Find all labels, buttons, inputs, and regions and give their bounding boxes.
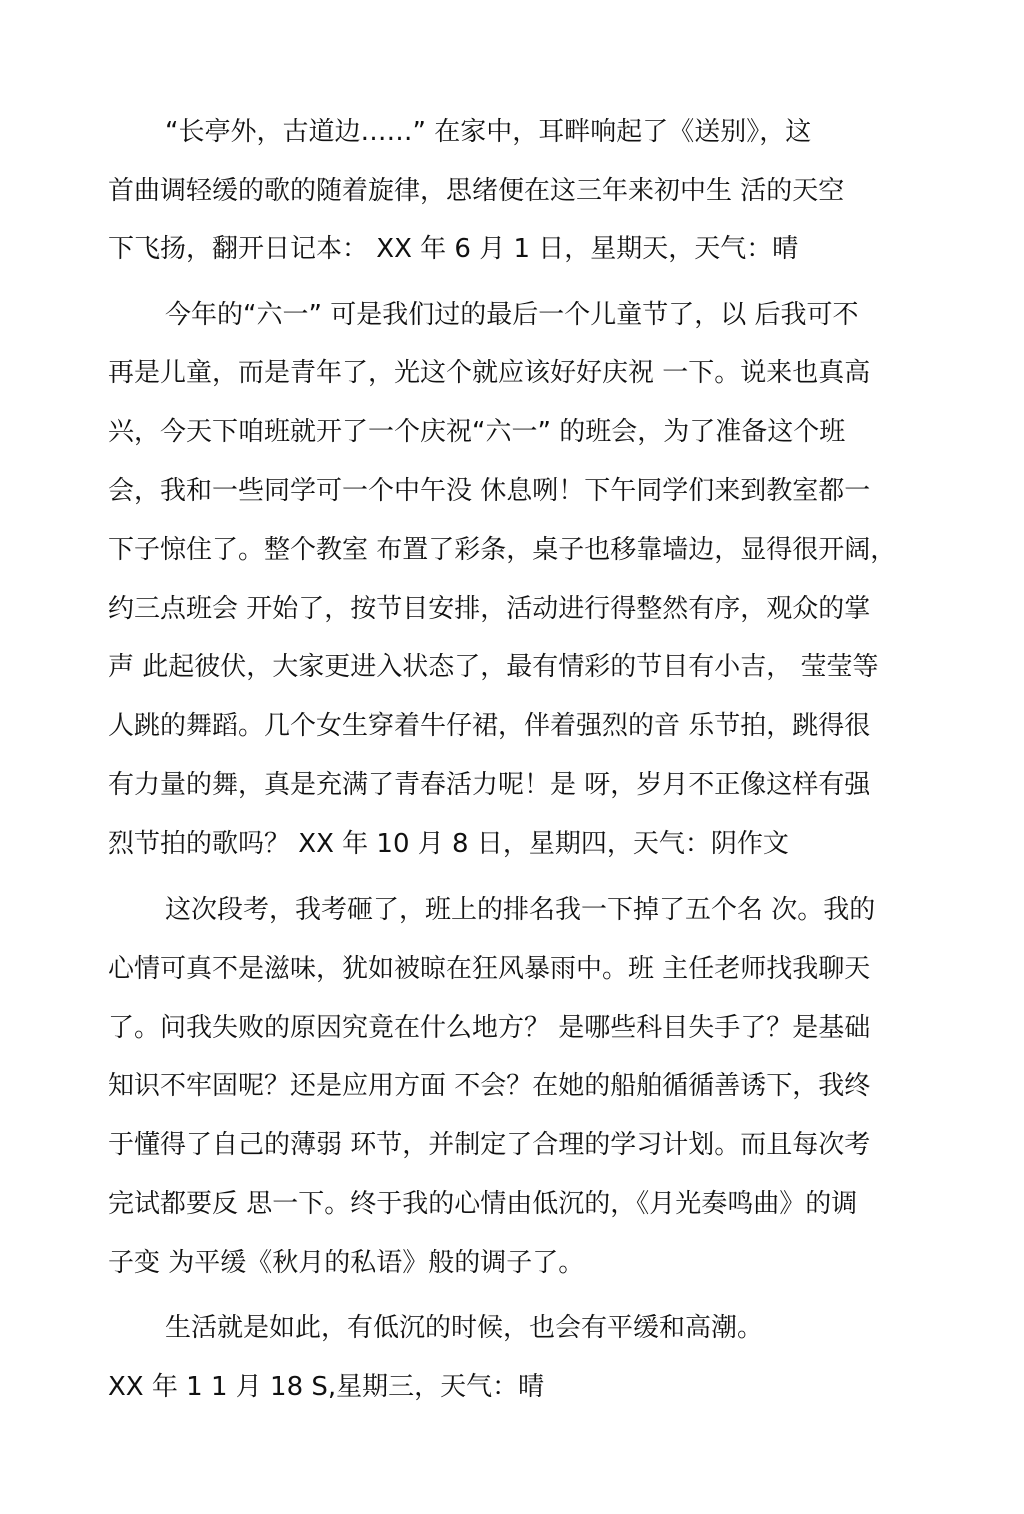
text-line: 约三点班会 开始了，按节目安排，活动进行得整然有序，观众的掌 bbox=[108, 594, 871, 624]
text-line: 下飞扬，翻开日记本： XX 年 6 月 1 日，星期天，天气：晴 bbox=[108, 234, 799, 264]
text-line: 生活就是如此，有低沉的时候，也会有平缓和高潮。 bbox=[165, 1313, 764, 1343]
text-line: 首曲调轻缓的歌的随着旋律，思绪便在这三年来初中生 活的天空 bbox=[108, 176, 845, 206]
text-line: 兴，今天下咱班就开了一个庆祝“六一” 的班会，为了准备这个班 bbox=[108, 417, 846, 447]
text-line: 声 此起彼伏，大家更进入状态了，最有情彩的节目有小吉， 莹莹等 bbox=[108, 652, 879, 682]
text-line: “长亭外，古道边……” 在家中，耳畔响起了《送别》，这 bbox=[165, 117, 812, 147]
text-line: 了。问我失败的原因究竟在什么地方？ 是哪些科目失手了？是基础 bbox=[108, 1013, 871, 1043]
text-line: 于懂得了自己的薄弱 环节，并制定了合理的学习计划。而且每次考 bbox=[108, 1130, 871, 1160]
text-line: XX 年 1 1 月 18 S,星期三，天气：晴 bbox=[108, 1372, 545, 1402]
text-line: 子变 为平缓《秋月的私语》般的调子了。 bbox=[108, 1248, 585, 1278]
text-line: 有力量的舞，真是充满了青春活力呢！是 呀，岁月不正像这样有强 bbox=[108, 770, 871, 800]
text-line: 知识不牢固呢？还是应用方面 不会？在她的船舶循循善诱下，我终 bbox=[108, 1071, 871, 1101]
text-line: 会，我和一些同学可一个中午没 休息咧！下午同学们来到教室都一 bbox=[108, 476, 871, 506]
text-line: 今年的“六一” 可是我们过的最后一个儿童节了，以 后我可不 bbox=[165, 300, 859, 330]
text-line: 人跳的舞蹈。几个女生穿着牛仔裙，伴着强烈的音 乐节拍，跳得很 bbox=[108, 711, 871, 741]
text-line: 完试都要反 思一下。终于我的心情由低沉的，《月光奏鸣曲》的调 bbox=[108, 1189, 858, 1219]
text-line: 下子惊住了。整个教室 布置了彩条，桌子也移靠墙边，显得很开阔， bbox=[108, 535, 897, 565]
text-line: 再是儿童，而是青年了，光这个就应该好好庆祝 一下。说来也真高 bbox=[108, 358, 871, 388]
text-line: 这次段考，我考砸了，班上的排名我一下掉了五个名 次。我的 bbox=[165, 895, 876, 925]
text-line: 心情可真不是滋味，犹如被晾在狂风暴雨中。班 主任老师找我聊天 bbox=[108, 954, 871, 984]
text-line: 烈节拍的歌吗？ XX 年 10 月 8 日，星期四，天气：阴作文 bbox=[108, 829, 789, 859]
